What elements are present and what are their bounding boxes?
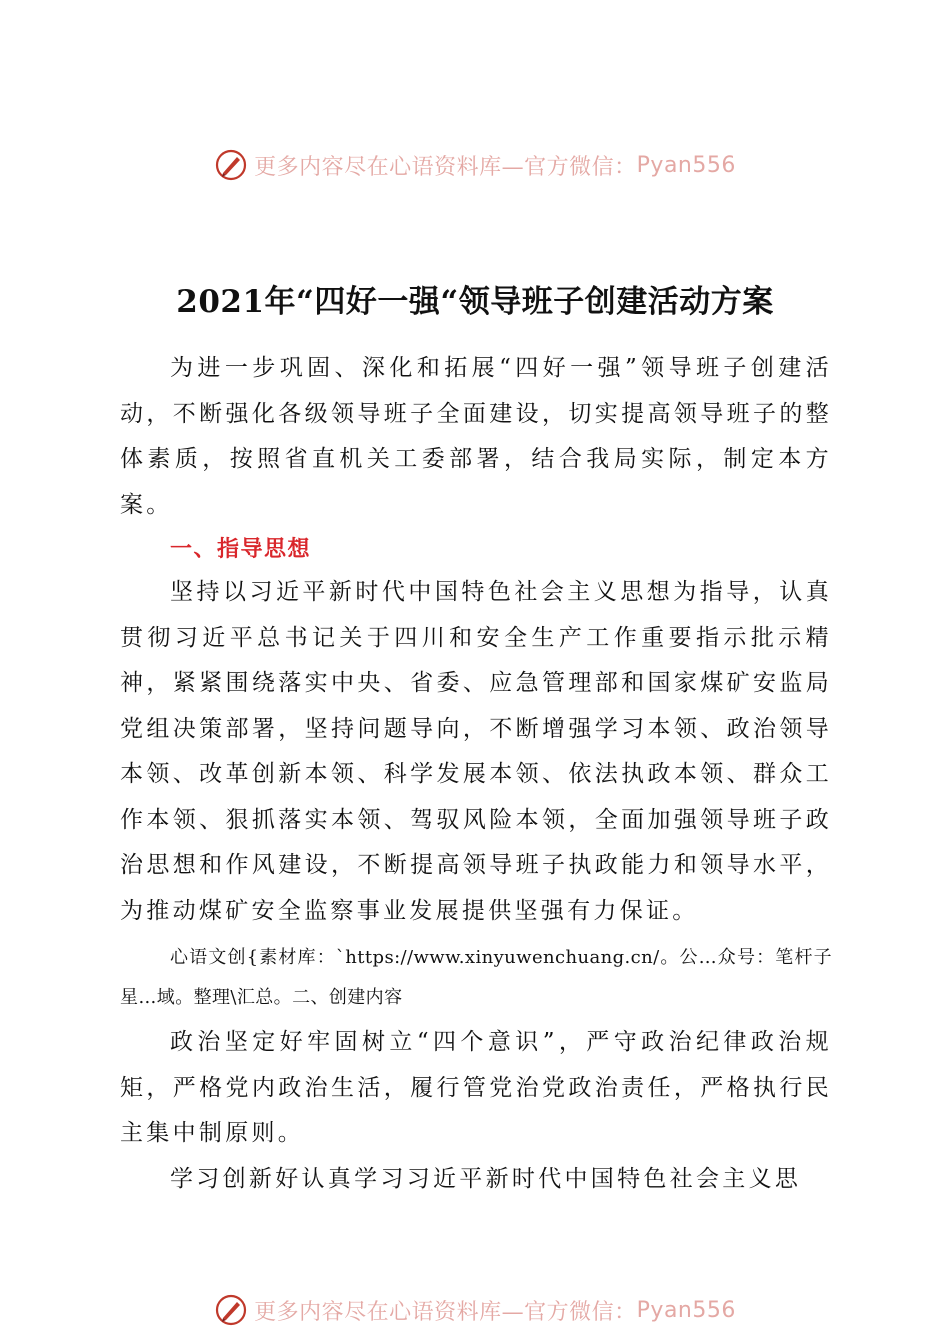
header-watermark-banner [0, 143, 950, 187]
intro-paragraph: 为进一步巩固、深化和拓展“四好一强”领导班子创建活动，不断强化各级领导班子全面建设，切实提高领导班子的整体素质，按照省直机关工委部署，结合我局实际，制定本方案。 [120, 355, 832, 518]
study-paragraph: 学习创新好认真学习习近平新时代中国特色社会主义思 [170, 1165, 802, 1192]
guiding-ideology-paragraph: 坚持以习近平新时代中国特色社会主义思想为指导，认真贯彻习近平总书记关于四川和安全生产工作重要指示批示精神，紧紧围绕落实中央、省委、应急管理部和国家煤矿安监局党组决策部署，坚持问题导向，不断增强学习本领、政治领导本领、改革创新本领、科学发展本领、依法执政本领、群众工作本领、狠抓落实本领、驾驭风险本领，全面加强领导班子政治思想和作风建设，不断提高领导班子执政能力和领导水平，为推动煤矿安全监察事业发展提供坚强有力保证。 [120, 579, 832, 924]
document-title: 2021年“四好一强“领导班子创建活动方案 [176, 284, 774, 320]
banner-wechat-id: Pyan556 [636, 1297, 736, 1323]
section-heading-guiding-ideology: 一、指导思想 [170, 537, 312, 562]
document-body [120, 346, 832, 1202]
banner-text: 更多内容尽在心语资料库—官方微信： [254, 154, 637, 180]
footer-watermark-banner [0, 1288, 950, 1332]
source-note: 心语文创{素材库：`https://www.xinyuwenchuang.cn/。公…众号：笔杆子星…域。整理\汇总。二、创建内容 [120, 947, 832, 1008]
pen-logo-icon [214, 148, 248, 182]
pen-logo-icon [214, 1293, 248, 1327]
banner-wechat-id: Pyan556 [636, 152, 736, 178]
banner-text: 更多内容尽在心语资料库—官方微信： [254, 1299, 637, 1325]
politics-paragraph: 政治坚定好牢固树立“四个意识”，严守政治纪律政治规矩，严格党内政治生活，履行管党治党政治责任，严格执行民主集中制原则。 [120, 1029, 832, 1146]
